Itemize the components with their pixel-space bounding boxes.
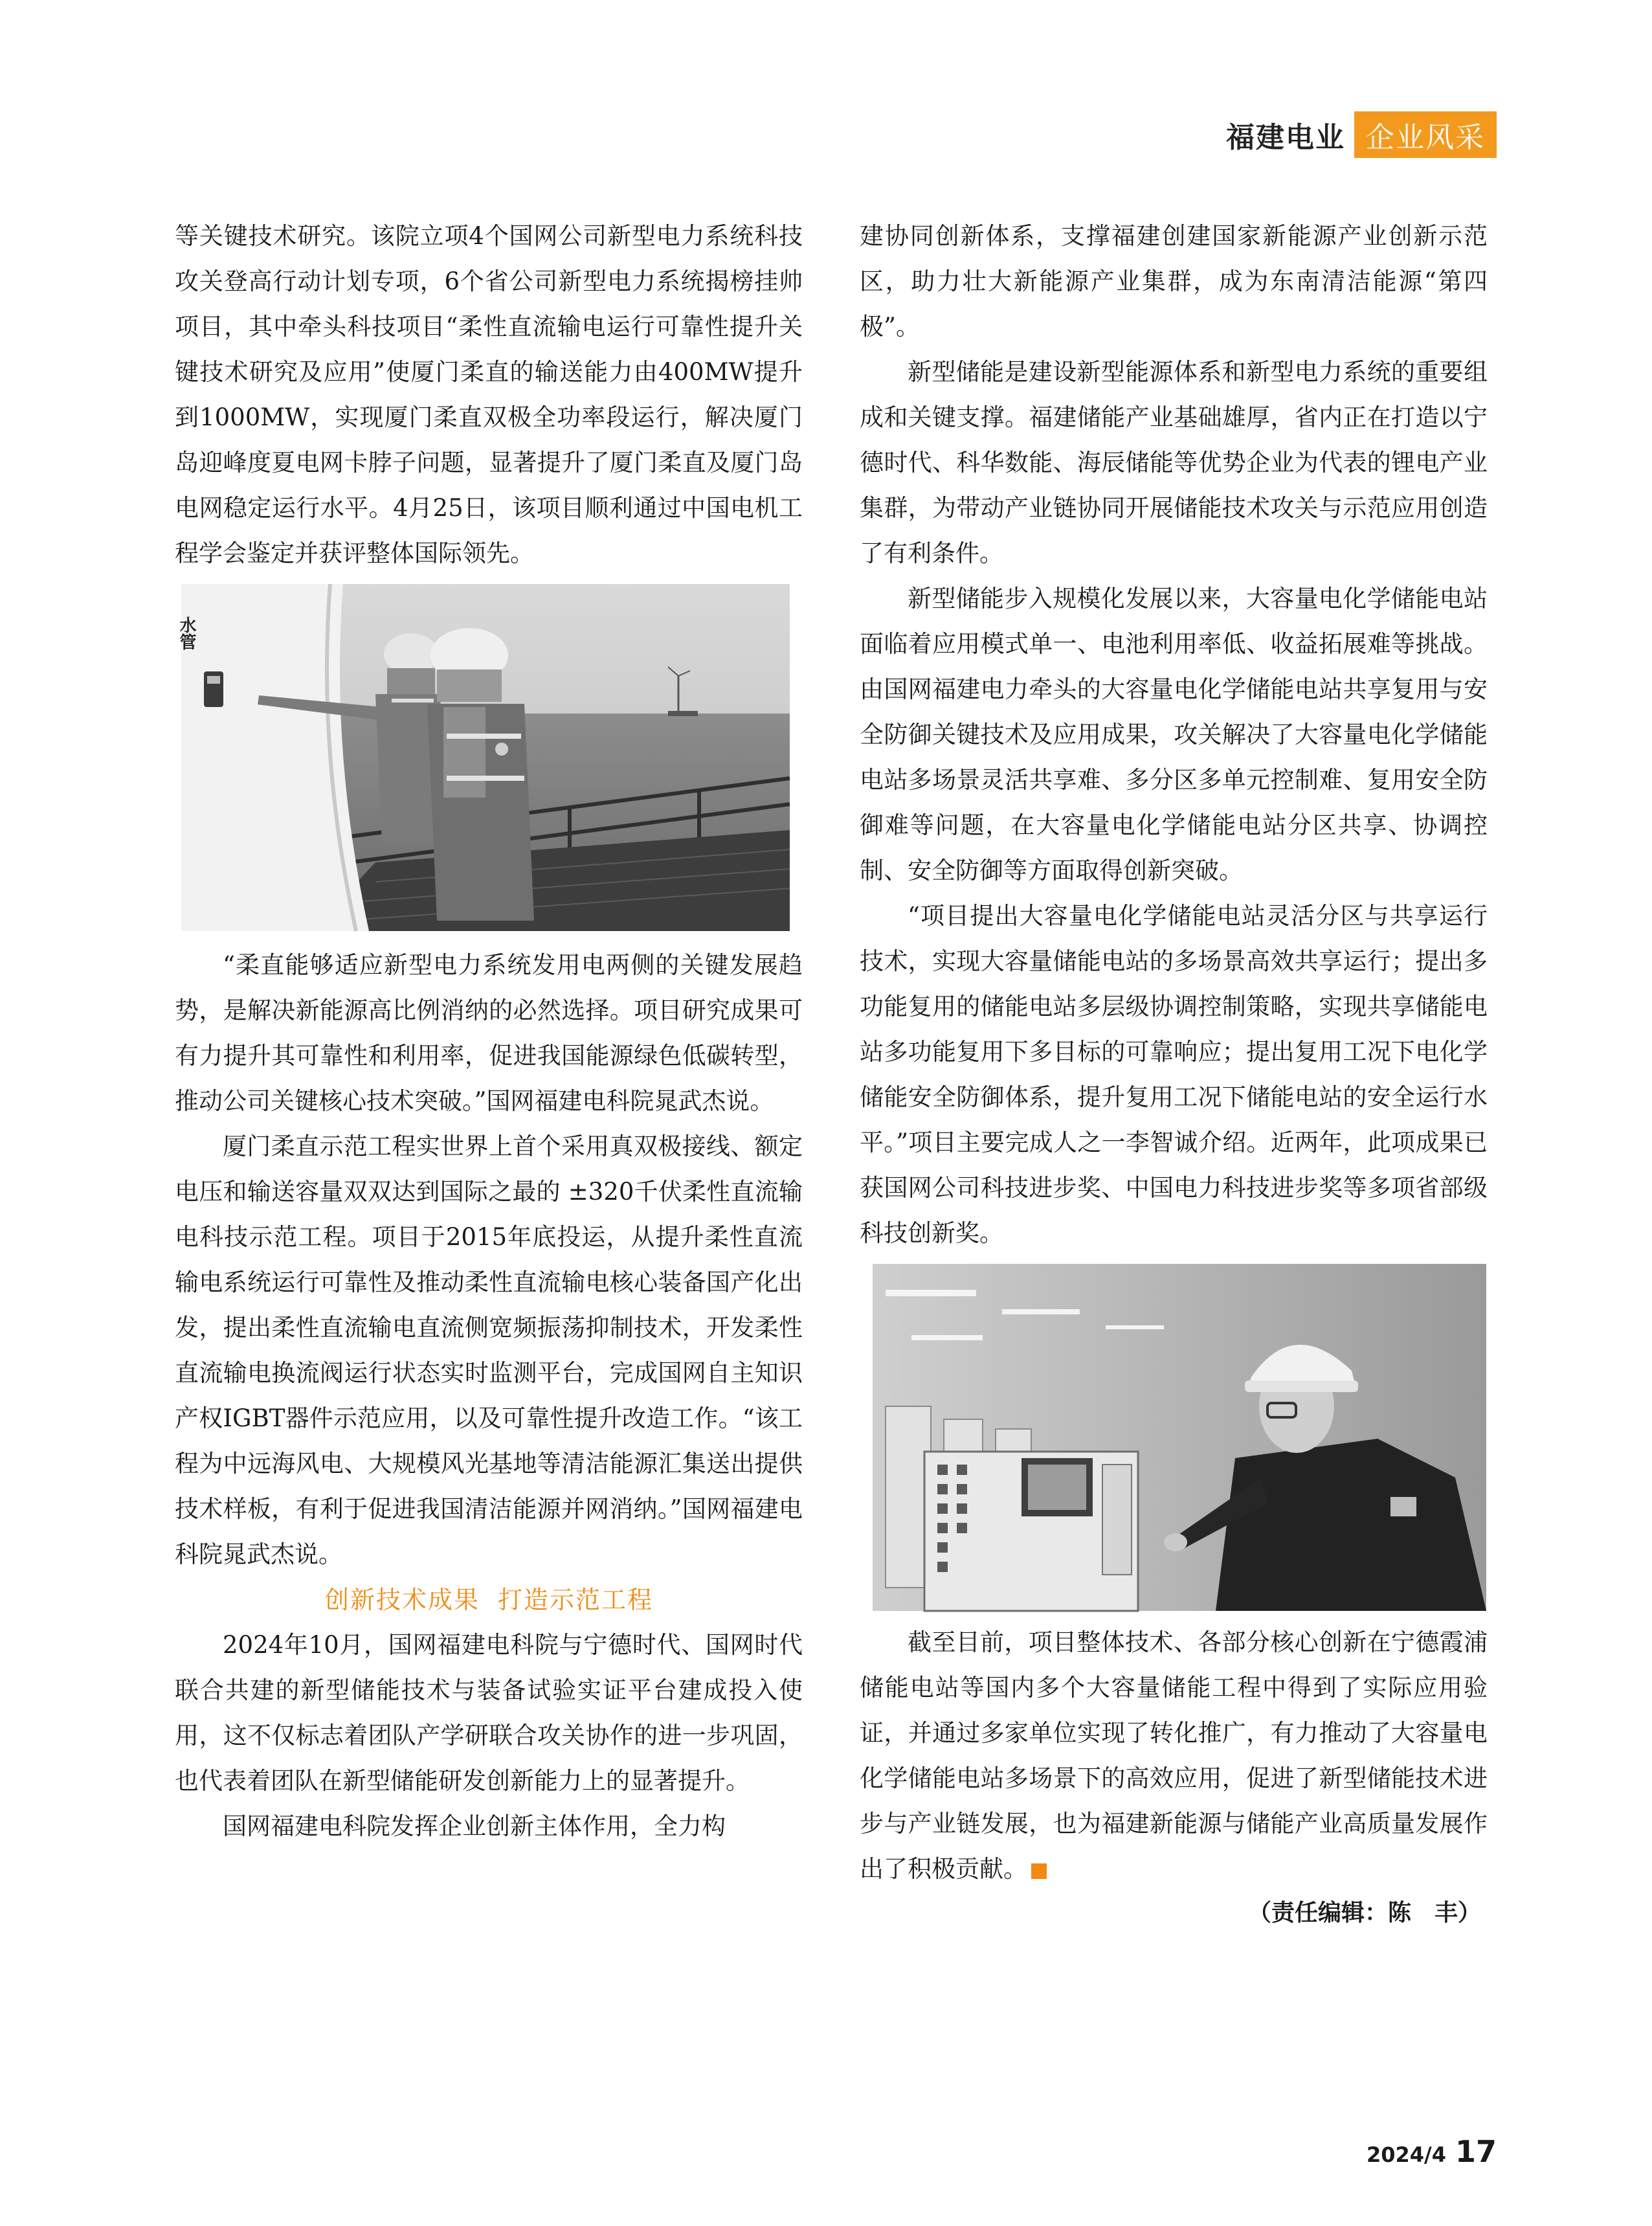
page-header xyxy=(1226,114,1497,155)
wall-label: 水管 xyxy=(177,616,196,650)
subheading-part-2: 打造示范工程 xyxy=(498,1586,654,1614)
left-paragraph-3: 厦门柔直示范工程实世界上首个采用真双极接线、额定电压和输送容量双双达到国际之最的 ±320千伏柔性直流输电科技示范工程。项目于2015年底投运，从提升柔性直流输电系统运行可靠性及推动柔性直流输电核心装备国产化出发，提出柔性直流输电直流侧宽频振荡抑制技术，开发柔性直流输电换流阀运行状态实时监测平台，完成国网自主知识产权IGBT器件示范应用，以及可靠性提升改造工作。“该工程为中远海风电、大规模风光基地等清洁能源汇集送出提供技术样板，有利于促进我国清洁能源并网消纳。”国网福建电科院晁武杰说。 xyxy=(175,1132,803,1568)
right-paragraph-5 xyxy=(860,1620,1488,1892)
right-paragraph-quote: “项目提出大容量电化学储能电站灵活分区与共享运行技术，实现大容量储能电站的多场景高效共享运行；提出多功能复用的储能电站多层级协调控制策略，实现共享储能电站多功能复用下多目标的可靠响应；提出复用工况下电化学储能安全防御体系，提升复用工况下储能电站的安全运行水平。”项目主要完成人之一李智诚介绍。近两年，此项成果已获国网公司科技进步奖、中国电力科技进步奖等多项省部级科技创新奖。 xyxy=(860,902,1488,1247)
page-footer xyxy=(1367,2134,1497,2169)
magazine-name: 福建电业 xyxy=(1226,121,1345,154)
end-mark-icon xyxy=(1031,1863,1047,1879)
section-subheading xyxy=(175,1577,803,1623)
closing-text: 截至目前，项目整体技术、各部分核心创新在宁德霞浦储能电站等国内多个大容量储能工程中得到了实际应用验证，并通过多家单位实现了转化推广，有力推动了大容量电化学储能电站多场景下的高效应用，促进了新型储能技术进步与产业链发展，也为福建新能源与储能产业高质量发展作出了积极贡献。 xyxy=(860,1628,1488,1883)
right-column xyxy=(860,214,1488,1935)
left-column xyxy=(175,214,803,1849)
issue-number: 2024/4 xyxy=(1366,2142,1446,2167)
right-paragraph-1: 建协同创新体系，支撑福建创建国家新能源产业创新示范区，助力壮大新能源产业集群，成为东南清洁能源“第四极”。 xyxy=(860,222,1488,341)
lab-worker-photo xyxy=(873,1264,1486,1611)
lab-worker-image xyxy=(873,1264,1486,1611)
page-number: 17 xyxy=(1455,2134,1497,2169)
offshore-wind-image xyxy=(177,584,790,931)
left-paragraph-quote: “柔直能够适应新型电力系统发用电两侧的关键发展趋势，是解决新能源高比例消纳的必然选择。项目研究成果可有力提升其可靠性和利用率，促进我国能源绿色低碳转型，推动公司关键核心技术突破。”国网福建电科院晁武杰说。 xyxy=(175,951,803,1115)
left-paragraph-1: 等关键技术研究。该院立项4个国网公司新型电力系统科技攻关登高行动计划专项，6个省公司新型电力系统揭榜挂帅项目，其中牵头科技项目“柔性直流输电运行可靠性提升关键技术研究及应用”使厦门柔直的输送能力由400MW提升到1000MW，实现厦门柔直双极全功率段运行，解决厦门岛迎峰度夏电网卡脖子问题，显著提升了厦门柔直及厦门岛电网稳定运行水平。4月25日，该项目顺利通过中国电机工程学会鉴定并获评整体国际领先。 xyxy=(175,222,803,567)
offshore-wind-photo xyxy=(177,584,790,931)
right-paragraph-2: 新型储能是建设新型能源体系和新型电力系统的重要组成和关键支撑。福建储能产业基础雄厚，省内正在打造以宁德时代、科华数能、海辰储能等优势企业为代表的锂电产业集群，为带动产业链协同开展储能技术攻关与示范应用创造了有利条件。 xyxy=(860,358,1488,567)
responsible-editor: （责任编辑：陈 丰） xyxy=(1247,1900,1481,1926)
subheading-part-1: 创新技术成果 xyxy=(324,1586,480,1614)
left-paragraph-4: 2024年10月，国网福建电科院与宁德时代、国网时代联合共建的新型储能技术与装备试验实证平台建成投入使用，这不仅标志着团队产学研联合攻关协作的进一步巩固，也代表着团队在新型储能研发创新能力上的显著提升。 xyxy=(175,1631,803,1795)
right-paragraph-3: 新型储能步入规模化发展以来，大容量电化学储能电站面临着应用模式单一、电池利用率低、收益拓展难等挑战。由国网福建电力牵头的大容量电化学储能电站共享复用与安全防御关键技术及应用成果，攻关解决了大容量电化学储能电站多场景灵活共享难、多分区多单元控制难、复用安全防御难等问题，在大容量电化学储能电站分区共享、协调控制、安全防御等方面取得创新突破。 xyxy=(860,585,1488,884)
left-paragraph-5: 国网福建电科院发挥企业创新主体作用，全力构 xyxy=(223,1812,726,1840)
section-badge: 企业风采 xyxy=(1354,111,1497,158)
